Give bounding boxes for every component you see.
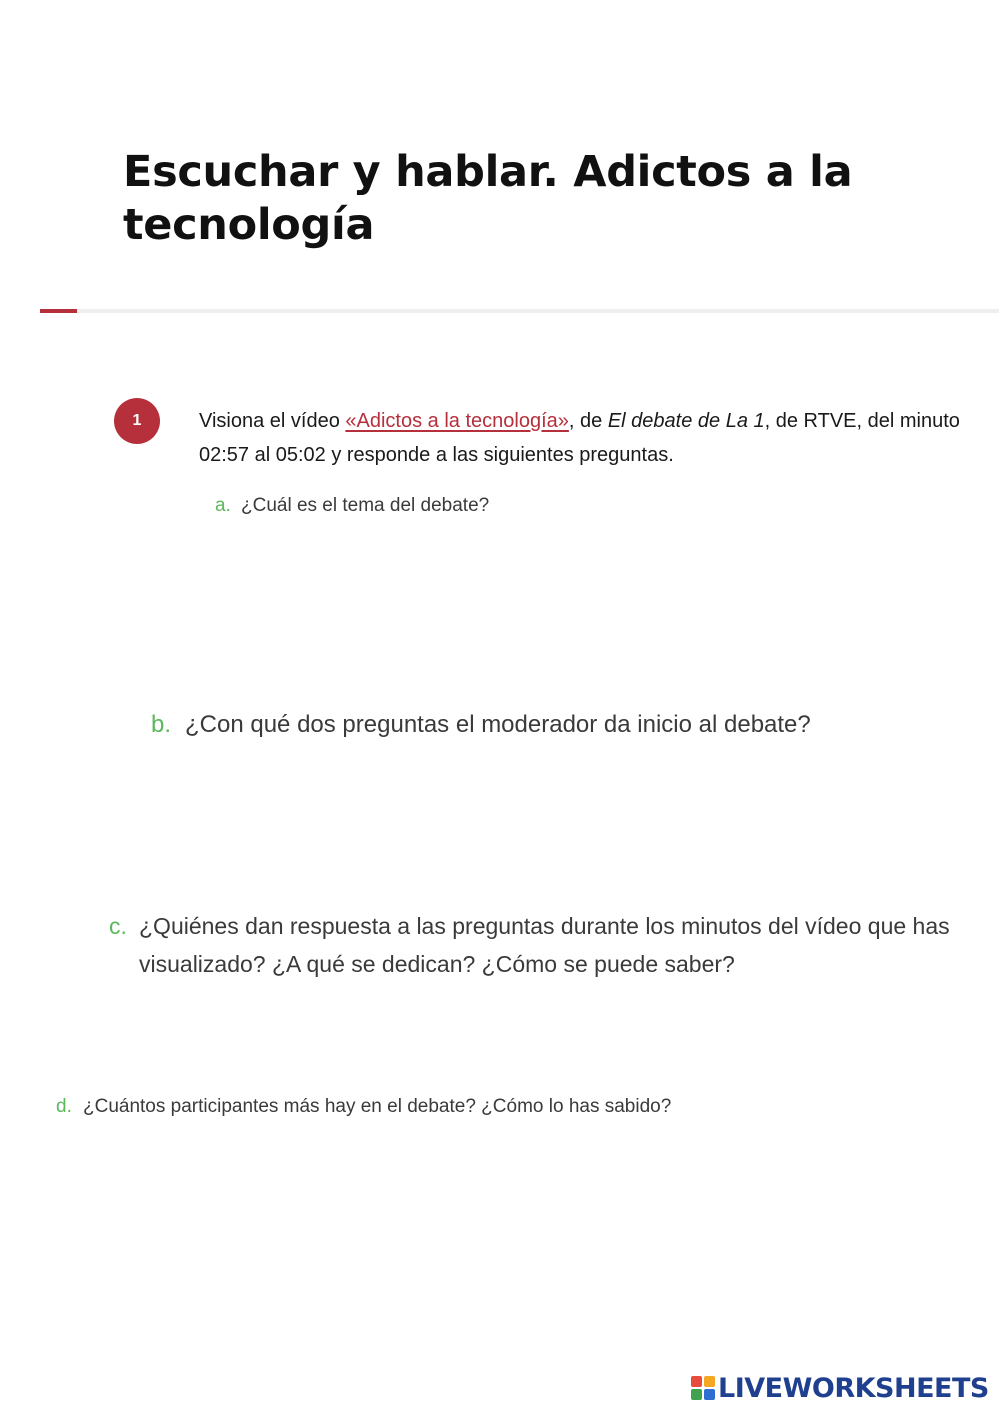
question-text: ¿Quiénes dan respuesta a las preguntas durante los minutos del vídeo que has visualizado? ¿A qué se dedican? ¿Cómo se puede saber? bbox=[139, 913, 950, 977]
liveworksheets-logo bbox=[691, 1370, 989, 1406]
exercise-instructions bbox=[199, 404, 984, 472]
instructions-text-end: , de RTVE, del minuto 02:57 al 05:02 y responde a las siguientes preguntas. bbox=[199, 410, 960, 466]
question-letter: b. bbox=[151, 711, 172, 738]
logo-square bbox=[704, 1389, 715, 1400]
question-letter: d. bbox=[56, 1096, 72, 1117]
exercise-number-badge: 1 bbox=[114, 398, 160, 444]
question-text: ¿Con qué dos preguntas el moderador da inicio al debate? bbox=[185, 711, 811, 738]
liveworksheets-logo-icon bbox=[691, 1376, 715, 1400]
logo-square bbox=[691, 1376, 702, 1387]
instructions-text-mid: , de bbox=[568, 410, 608, 432]
logo-wordmark: LIVEWORKSHEETS bbox=[718, 1372, 989, 1404]
video-link[interactable]: «Adictos a la tecnología» bbox=[345, 410, 569, 432]
question-letter: a. bbox=[215, 495, 231, 516]
instructions-text-start: Visiona el vídeo bbox=[199, 410, 346, 432]
question-a bbox=[215, 493, 915, 519]
page-title: Escuchar y hablar. Adictos a la tecnología bbox=[123, 147, 853, 250]
header-divider-accent bbox=[40, 309, 77, 313]
question-c bbox=[109, 907, 989, 983]
question-d bbox=[56, 1094, 856, 1120]
question-text: ¿Cuántos participantes más hay en el debate? ¿Cómo lo has sabido? bbox=[83, 1096, 672, 1117]
question-b bbox=[151, 707, 971, 743]
logo-square bbox=[704, 1376, 715, 1387]
question-text: ¿Cuál es el tema del debate? bbox=[241, 495, 490, 516]
logo-square bbox=[691, 1389, 702, 1400]
header-divider bbox=[40, 309, 999, 313]
question-letter: c. bbox=[109, 913, 127, 939]
program-name: El debate de La 1 bbox=[607, 410, 765, 432]
